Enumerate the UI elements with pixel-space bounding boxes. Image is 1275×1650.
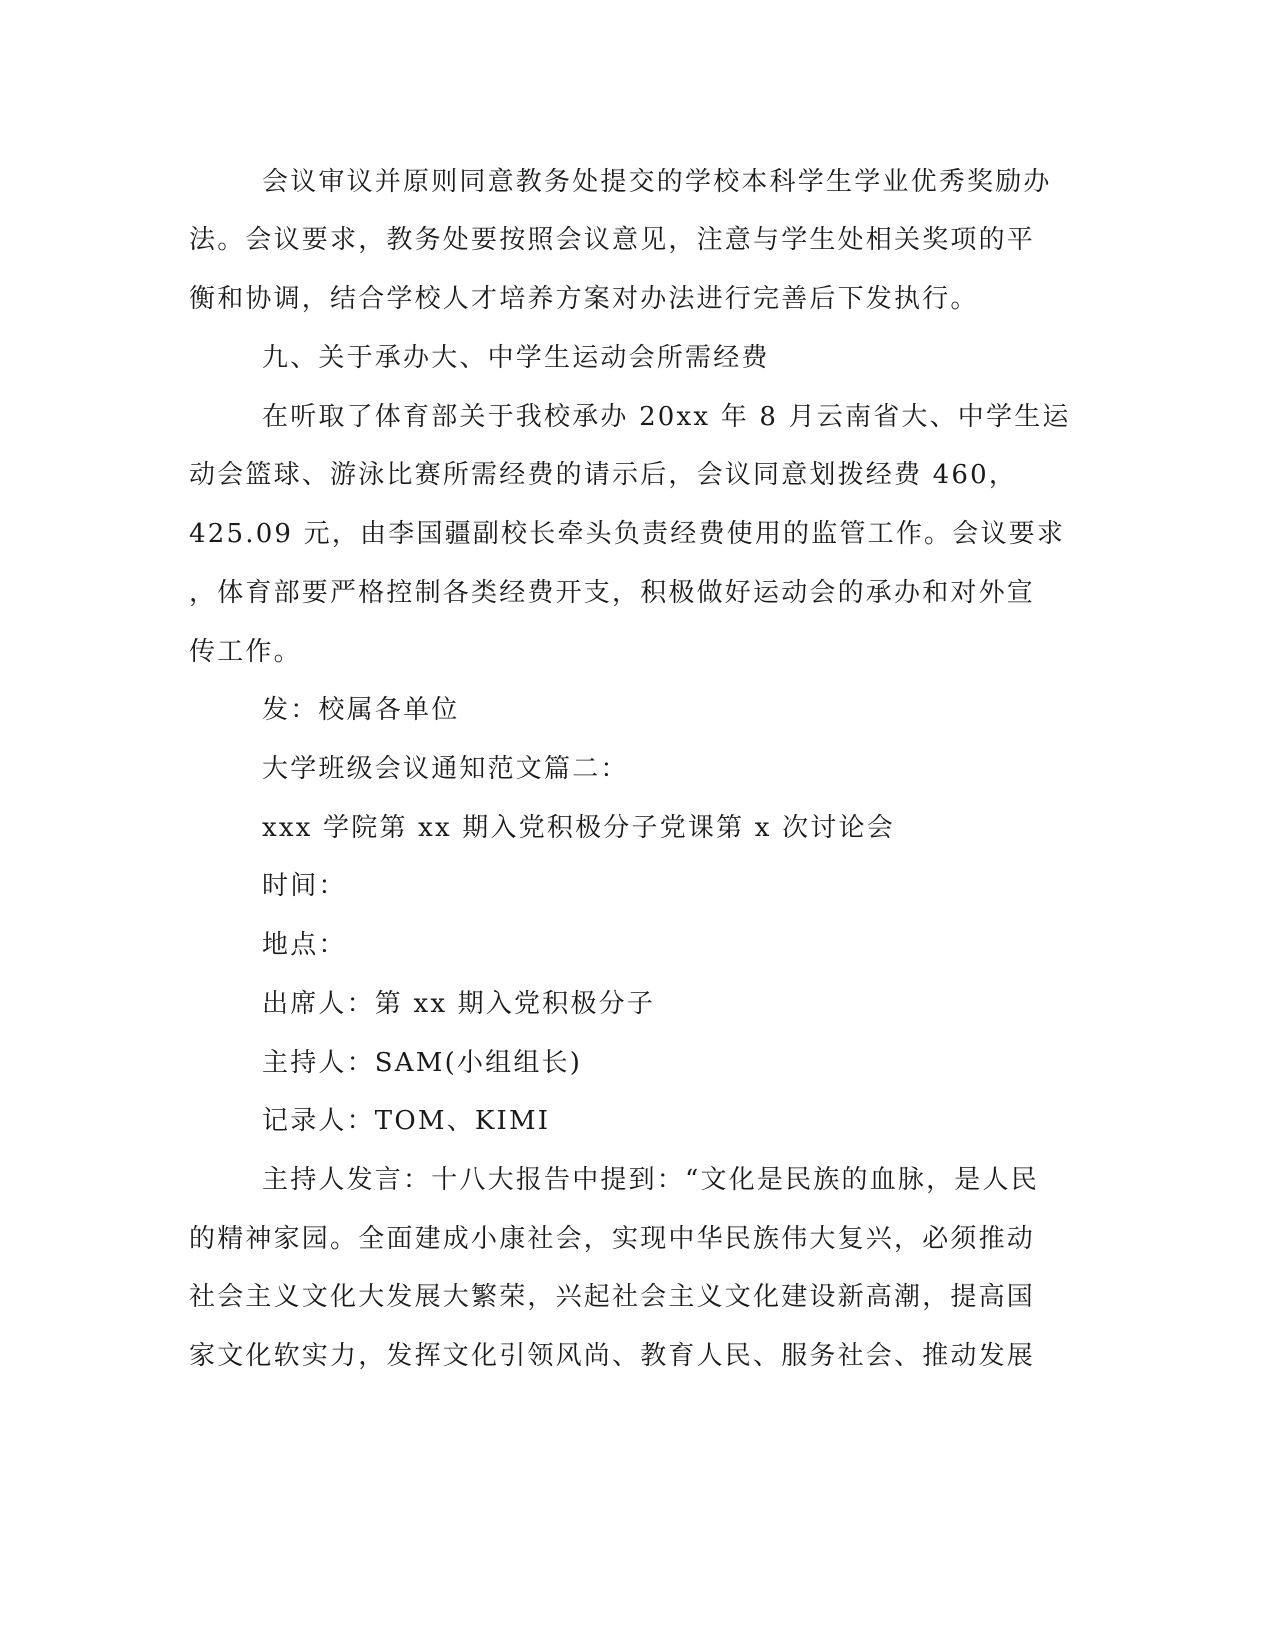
section-heading: 九、关于承办大、中学生运动会所需经费 (262, 343, 770, 373)
body-text-line: 衡和协调，结合学校人才培养方案对办法进行完善后下发执行。 (189, 284, 979, 314)
body-text-line: 家文化软实力，发挥文化引领风尚、教育人民、服务社会、推动发展 (189, 1341, 1036, 1371)
body-text-line: 法。会议要求，教务处要按照会议意见，注意与学生处相关奖项的平 (189, 225, 1036, 255)
meeting-time: 时间： (262, 871, 347, 901)
body-text-line: 425.09 元，由李国疆副校长牵头负责经费使用的监管工作。会议要求 (189, 519, 1066, 549)
section-heading: 大学班级会议通知范文篇二： (262, 754, 629, 784)
body-text-line: 社会主义文化大发展大繁荣，兴起社会主义文化建设新高潮，提高国 (189, 1282, 1036, 1312)
meeting-attendees: 出席人：第 xx 期入党积极分子 (262, 989, 656, 1019)
body-text-line: ，体育部要严格控制各类经费开支，积极做好运动会的承办和对外宣 (189, 578, 1036, 608)
body-text-line: 的精神家园。全面建成小康社会，实现中华民族伟大复兴，必须推动 (189, 1224, 1036, 1254)
distribution-line: 发：校属各单位 (262, 695, 460, 725)
body-text-line: 动会篮球、游泳比赛所需经费的请示后，会议同意划拨经费 460， (189, 460, 1018, 490)
meeting-location: 地点： (262, 930, 347, 960)
meeting-host: 主持人：SAM(小组组长) (262, 1048, 583, 1078)
meeting-recorder: 记录人：TOM、KIMI (262, 1106, 551, 1136)
body-text-line: 传工作。 (189, 637, 302, 667)
body-text-line: 主持人发言：十八大报告中提到：“文化是民族的血脉，是人民 (262, 1165, 1039, 1195)
body-text-line: 会议审议并原则同意教务处提交的学校本科学生学业优秀奖励办 (262, 167, 1052, 197)
meeting-title: xxx 学院第 xx 期入党积极分子党课第 x 次讨论会 (262, 813, 895, 843)
body-text-line: 在听取了体育部关于我校承办 20xx 年 8 月云南省大、中学生运 (262, 402, 1071, 432)
